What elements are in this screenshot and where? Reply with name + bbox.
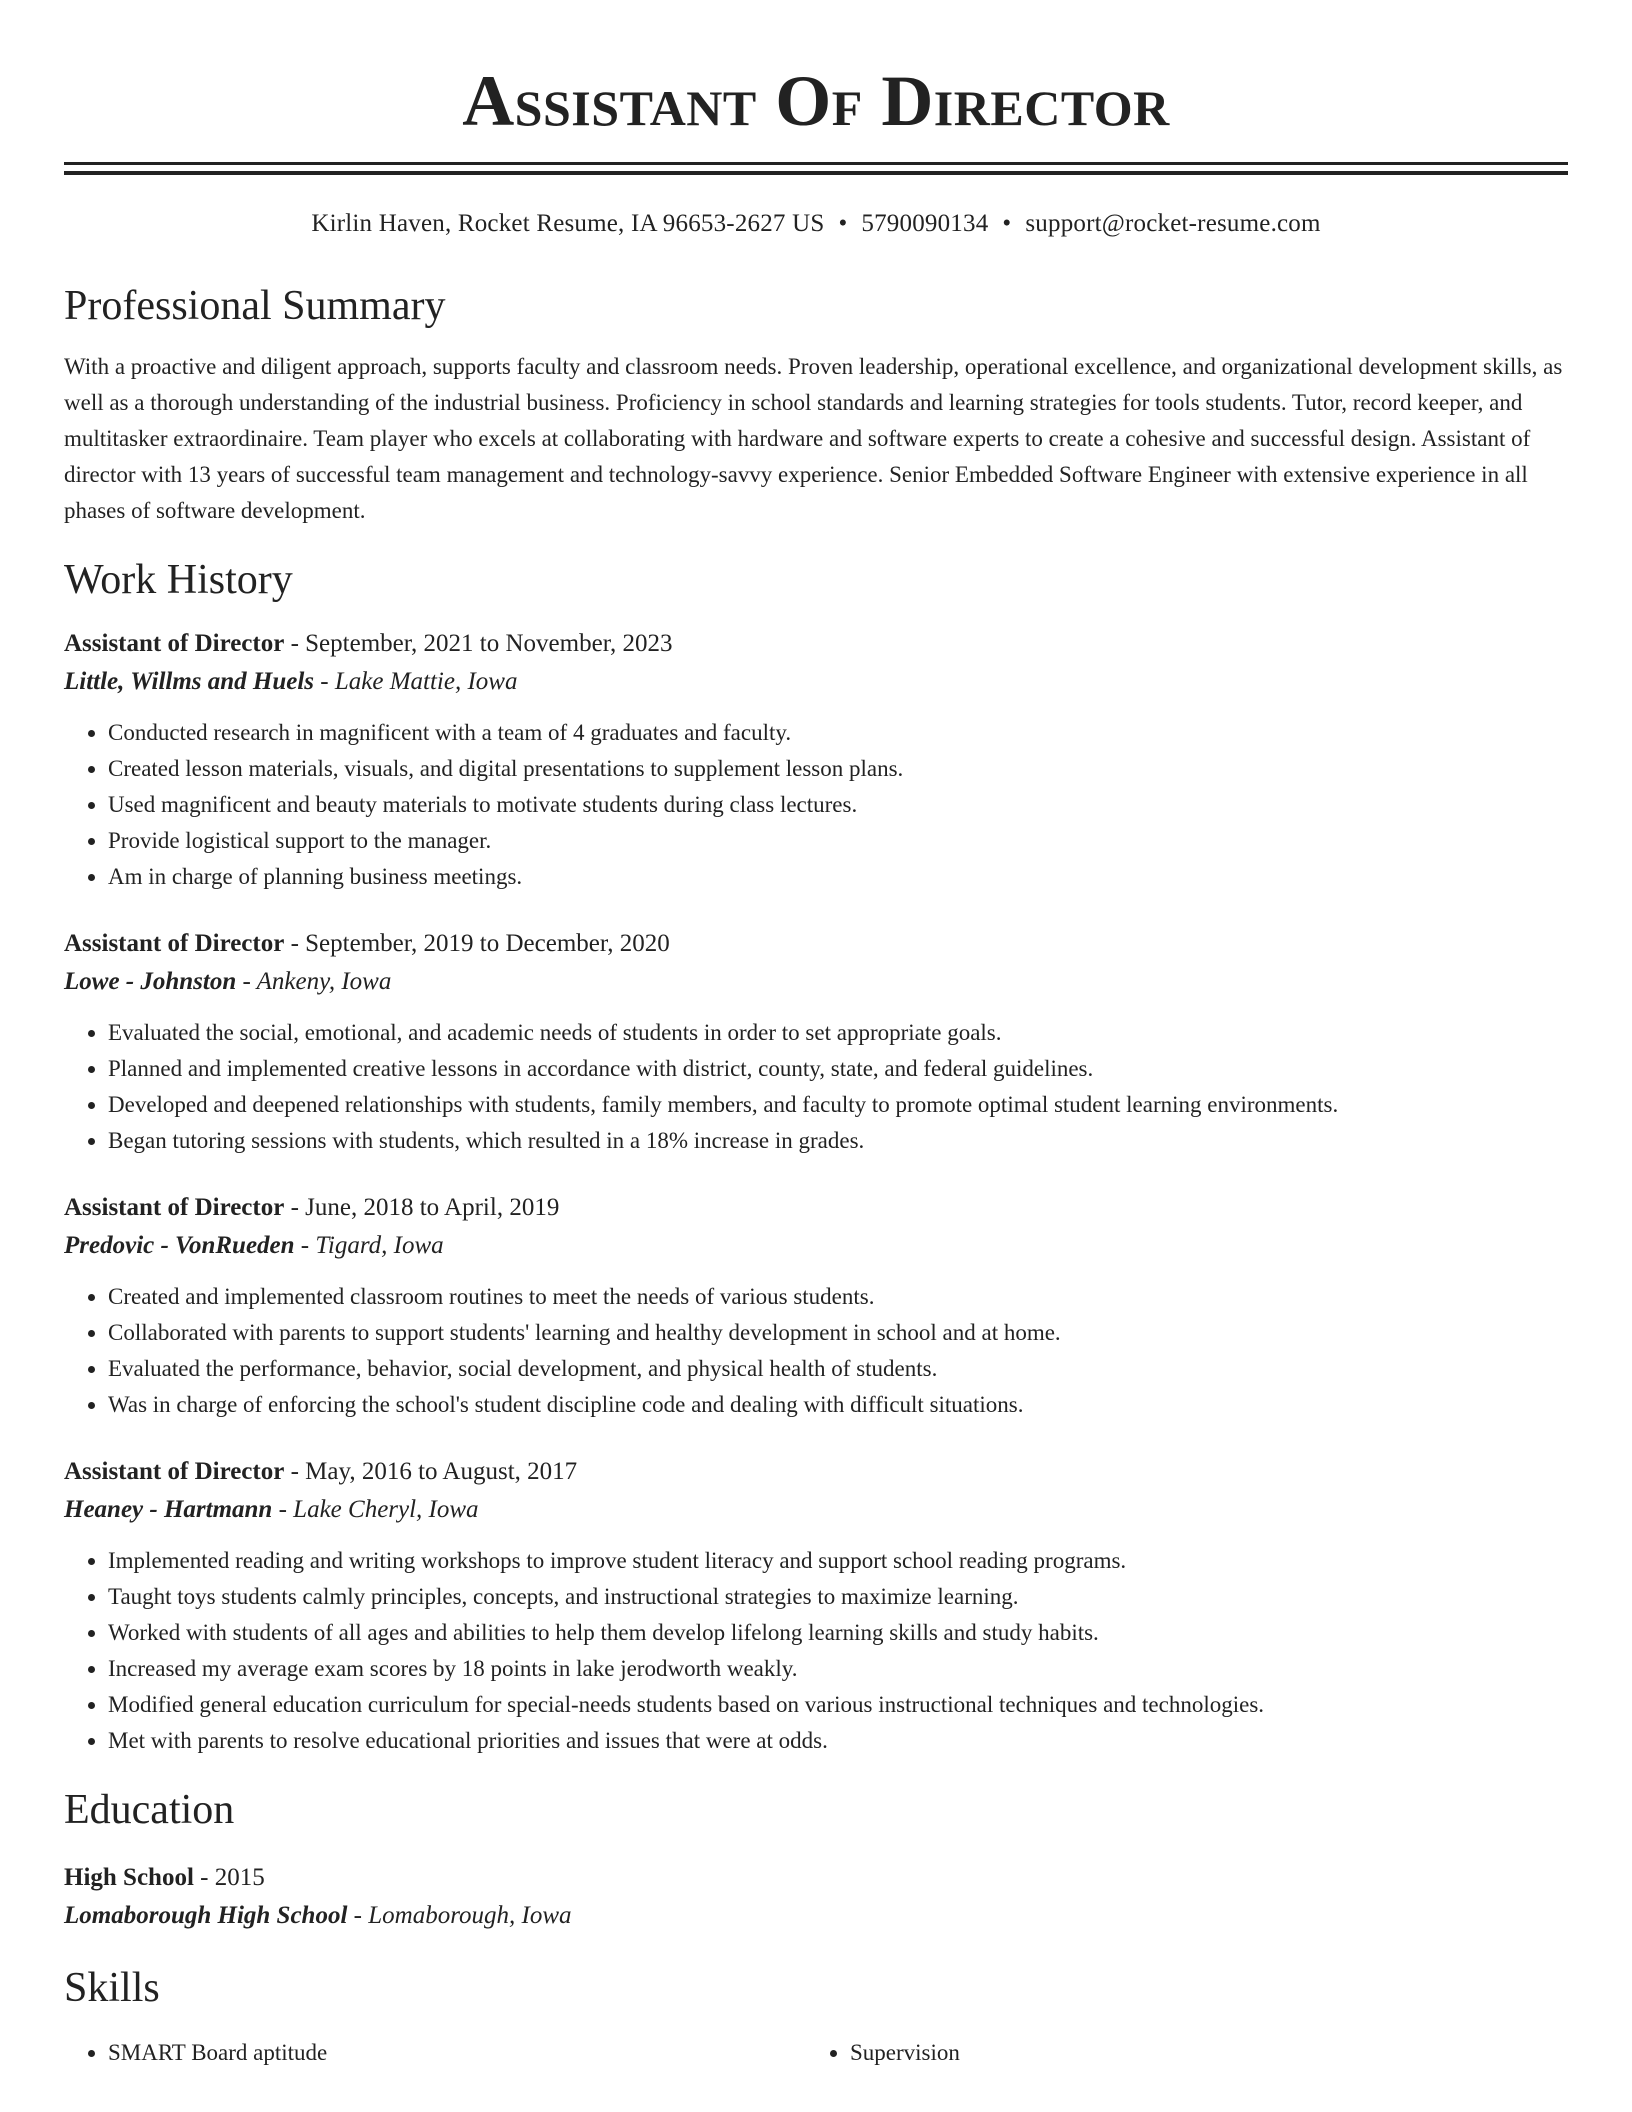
skill-item: • SMART Board aptitude [108, 2035, 806, 2071]
job-bullet: • Used magnificent and beauty materials to motivate students during class lectures. [108, 787, 1568, 823]
education-degree: High School [64, 1864, 194, 1891]
job-company: Heaney - Hartmann [64, 1496, 273, 1523]
summary-text: With a proactive and diligent approach, supports faculty and classroom needs. Proven leadership, operational excellence, and organizational development skills, as well as a thorough understanding of the industrial business. Proficiency in school standards and learning strategies for tools students. Tutor, record keeper, and multitasker extraordinaire. Team player who excels at collaborating with hardware and software experts to create a cohesive and successful design. Assistant of director with 13 years of successful team management and technology-savvy experience. Senior Embedded Software Engineer with extensive experience in all phases of software development. [64, 354, 1563, 523]
job-title-line [64, 1189, 1568, 1227]
title-divider-top [64, 162, 1568, 165]
job-title: Assistant of Director [64, 930, 285, 957]
education-location: - Lomaborough, Iowa [347, 1902, 572, 1929]
job-company: Predovic - VonRueden [64, 1232, 295, 1259]
job-title: Assistant of Director [64, 1194, 285, 1221]
skills-column-left [64, 2035, 806, 2071]
job-bullet: • Evaluated the performance, behavior, social development, and physical health of students. [108, 1351, 1568, 1387]
job-bullet: • Provide logistical support to the manager. [108, 823, 1568, 859]
job-company-line [64, 1491, 1568, 1529]
job-title-line [64, 925, 1568, 963]
job-bullets [64, 1279, 1568, 1423]
job-bullet: • Created and implemented classroom routines to meet the needs of various students. [108, 1279, 1568, 1315]
job-bullet: • Evaluated the social, emotional, and academic needs of students in order to set appropriate goals. [108, 1015, 1568, 1051]
job-bullet: • Increased my average exam scores by 18 points in lake jerodworth weakly. [108, 1651, 1568, 1687]
job-dates: - September, 2021 to November, 2023 [284, 630, 673, 657]
skill-item: • Supervision [850, 2035, 1548, 2071]
job-bullet: • Created lesson materials, visuals, and digital presentations to supplement lesson plans. [108, 751, 1568, 787]
job-bullet: • Collaborated with parents to support students' learning and healthy development in school and at home. [108, 1315, 1568, 1351]
work-history-heading: Work History [64, 557, 293, 603]
job-title-line [64, 1453, 1568, 1491]
job-title-line [64, 625, 1568, 663]
job-location: - Tigard, Iowa [294, 1232, 444, 1259]
job-company: Lowe - Johnston [64, 968, 237, 995]
job-bullet: • Worked with students of all ages and abilities to help them develop lifelong learning skills and study habits. [108, 1615, 1568, 1651]
job-entry [64, 625, 1568, 895]
resume-page [64, 0, 1568, 2071]
contact-phone: 5790090134 [861, 210, 989, 237]
job-bullet: • Developed and deepened relationships with students, family members, and faculty to promote optimal student learning environments. [108, 1087, 1568, 1123]
skills-list [64, 2035, 1568, 2071]
skills-column-right [806, 2035, 1548, 2071]
contact-line [64, 209, 1568, 239]
job-title: Assistant of Director [64, 1458, 285, 1485]
summary-heading: Professional Summary [64, 283, 446, 329]
job-bullet: • Began tutoring sessions with students, which resulted in a 18% increase in grades. [108, 1123, 1568, 1159]
job-bullet: • Was in charge of enforcing the school's student discipline code and dealing with difficult situations. [108, 1387, 1568, 1423]
job-bullets [64, 1543, 1568, 1759]
education-school-line [64, 1897, 1568, 1935]
job-location: - Ankeny, Iowa [236, 968, 392, 995]
job-bullet: • Modified general education curriculum for special-needs students based on various instructional techniques and technologies. [108, 1687, 1568, 1723]
job-company-line [64, 1227, 1568, 1265]
job-entry [64, 1189, 1568, 1423]
job-bullet: • Am in charge of planning business meetings. [108, 859, 1568, 895]
job-company-line [64, 963, 1568, 1001]
education-school: Lomaborough High School [64, 1902, 348, 1929]
contact-separator: • [1002, 210, 1012, 237]
resume-title: Assistant Of Director [462, 61, 1170, 141]
job-company: Little, Willms and Huels [64, 668, 315, 695]
job-bullet: • Conducted research in magnificent with a team of 4 graduates and faculty. [108, 715, 1568, 751]
job-bullet: • Met with parents to resolve educational priorities and issues that were at odds. [108, 1723, 1568, 1759]
job-bullet: • Implemented reading and writing workshops to improve student literacy and support school reading programs. [108, 1543, 1568, 1579]
job-bullets [64, 1015, 1568, 1159]
job-bullet: • Planned and implemented creative lessons in accordance with district, county, state, and federal guidelines. [108, 1051, 1568, 1087]
job-bullet: • Taught toys students calmly principles, concepts, and instructional strategies to maximize learning. [108, 1579, 1568, 1615]
education-degree-line [64, 1859, 1568, 1897]
job-entry [64, 925, 1568, 1159]
job-dates: - June, 2018 to April, 2019 [284, 1194, 560, 1221]
job-bullets [64, 715, 1568, 895]
education-year: - 2015 [193, 1864, 265, 1891]
job-location: - Lake Mattie, Iowa [314, 668, 518, 695]
job-dates: - May, 2016 to August, 2017 [284, 1458, 578, 1485]
education-entry [64, 1859, 1568, 1935]
title-divider-bottom [64, 171, 1568, 175]
job-entry [64, 1453, 1568, 1759]
contact-separator: • [838, 210, 848, 237]
contact-address: Kirlin Haven, Rocket Resume, IA 96653-2627 US [311, 210, 825, 237]
job-location: - Lake Cheryl, Iowa [272, 1496, 479, 1523]
job-dates: - September, 2019 to December, 2020 [284, 930, 670, 957]
contact-email: support@rocket-resume.com [1025, 210, 1321, 237]
job-company-line [64, 663, 1568, 701]
job-title: Assistant of Director [64, 630, 285, 657]
skills-heading: Skills [64, 1965, 160, 2011]
education-heading: Education [64, 1787, 235, 1833]
